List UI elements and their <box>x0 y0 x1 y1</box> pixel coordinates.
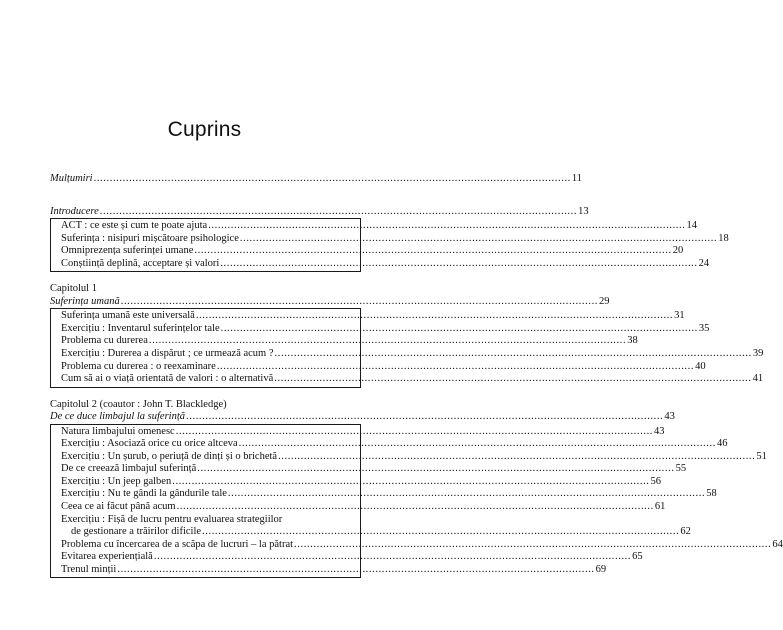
toc-subentry[interactable] <box>51 563 607 577</box>
dot-leader: .................................................................................................................................................... <box>208 220 686 232</box>
toc-subentry-label: Exercițiu : Durerea a dispărut ; ce urmează acum ? <box>61 348 274 360</box>
toc-subentry-label: Exercițiu : Nu te gândi la gândurile tale <box>61 488 227 500</box>
toc-subentry[interactable] <box>51 463 687 476</box>
toc-subentry-label: de gestionare a trăirilor dificile <box>71 526 202 538</box>
toc-subentry-label: Problema cu încercarea de a scăpa de lucruri – la pătrat <box>61 538 294 550</box>
toc-subentry[interactable] <box>51 360 706 374</box>
toc-subentry[interactable] <box>51 348 764 361</box>
toc-subentry[interactable] <box>51 475 662 489</box>
toc-page-number: 65 <box>632 551 643 563</box>
toc-page-number: 31 <box>674 310 685 322</box>
toc-subentry-label: De ce creează limbajul suferință <box>61 463 197 475</box>
toc-page-number: 24 <box>698 257 710 269</box>
dot-leader: .................................................................................................................................................... <box>274 373 752 385</box>
toc-page-number: 58 <box>706 488 717 500</box>
toc-subentry-label: ACT : ce este și cum te poate ajuta <box>61 220 208 232</box>
dot-leader: .................................................................................................................................................... <box>274 348 752 360</box>
dot-leader: .................................................................................................................................................... <box>93 173 571 184</box>
toc-page-number: 43 <box>654 425 665 437</box>
dot-leader: .................................................................................................................................................... <box>148 335 627 347</box>
dot-leader: .................................................................................................................................................... <box>294 538 772 550</box>
toc-page-number: 64 <box>772 538 783 550</box>
toc-subentry[interactable] <box>51 526 691 539</box>
toc-page-number: 20 <box>672 245 684 257</box>
dot-leader: .................................................................................................................................................... <box>238 438 716 450</box>
toc-subentry-label: Problema cu durerea : o reexaminare <box>61 360 216 372</box>
toc-page-number: 41 <box>752 373 764 385</box>
toc-subentry[interactable] <box>51 438 728 451</box>
toc-subentry-label: Exercițiu : Asociază orice cu orice altceva <box>61 438 238 450</box>
dot-leader: .................................................................................................................................................... <box>153 551 632 563</box>
toc-subentry-label: Suferința : nisipuri mișcătoare psihologice <box>61 232 239 244</box>
toc-subentry-label: Omniprezența suferinței umane <box>61 245 194 257</box>
toc-subentry[interactable] <box>51 488 717 501</box>
toc-subentry[interactable] <box>51 425 665 439</box>
toc-subentry[interactable] <box>51 220 697 233</box>
toc-subentry-label: Natura limbajului omenesc <box>61 425 175 437</box>
toc-entry-chapter-1[interactable] <box>50 295 610 309</box>
toc-entry-label: Introducere <box>50 205 99 217</box>
toc-subentry[interactable] <box>51 335 638 348</box>
toc-subentry-label[interactable]: Exercițiu : Fișă de lucru pentru evaluarea strategiilor <box>61 513 283 525</box>
toc-subentry[interactable] <box>51 310 685 323</box>
toc-page-number: 39 <box>752 348 764 360</box>
toc-page-number: 35 <box>698 322 710 334</box>
toc-entry-label: De ce duce limbajul la suferință <box>50 411 186 423</box>
toc-entry-introducere[interactable] <box>50 205 589 219</box>
dot-leader: .................................................................................................................................................... <box>172 475 650 487</box>
toc-page-number: 38 <box>627 335 638 347</box>
dot-leader: .................................................................................................................................................... <box>216 360 695 372</box>
toc-page-number: 55 <box>675 463 687 475</box>
toc-entry-chapter-2[interactable] <box>50 411 675 424</box>
table-of-contents <box>50 173 783 578</box>
dot-leader: .................................................................................................................................................... <box>220 322 698 334</box>
chapter-heading: Capitolul 2 (coautor : John T. Blackledge) <box>50 398 227 410</box>
toc-page-number: 69 <box>595 563 607 575</box>
toc-page-number: 14 <box>686 220 697 232</box>
dot-leader: .................................................................................................................................................... <box>197 463 675 475</box>
toc-page-number: 46 <box>716 438 728 450</box>
dot-leader: .................................................................................................................................................... <box>239 232 718 244</box>
dot-leader: .................................................................................................................................................... <box>227 488 706 500</box>
toc-subentry[interactable] <box>51 373 764 386</box>
toc-section-box <box>50 308 764 387</box>
toc-page-number: 56 <box>650 475 662 487</box>
toc-section-box <box>50 424 783 579</box>
toc-subentry[interactable] <box>51 450 767 464</box>
dot-leader: .................................................................................................................................................... <box>194 245 672 257</box>
toc-subentry-label: Exercițiu : Inventarul suferințelor tale <box>61 322 220 334</box>
toc-subentry[interactable] <box>51 551 643 564</box>
toc-section-box <box>50 218 729 272</box>
toc-subentry-label: Ceea ce ai făcut până acum <box>61 501 176 513</box>
toc-subentry[interactable] <box>51 232 729 246</box>
toc-subentry-label: Evitarea experiențială <box>61 551 153 563</box>
dot-leader: .................................................................................................................................................... <box>99 205 578 217</box>
dot-leader: .................................................................................................................................................... <box>176 501 654 513</box>
chapter-heading: Capitolul 1 <box>50 283 97 295</box>
dot-leader: .................................................................................................................................................... <box>175 425 654 437</box>
toc-subentry-label: Exercițiu : Un jeep galben <box>61 475 172 487</box>
toc-page-number: 43 <box>664 411 675 423</box>
dot-leader: .................................................................................................................................................... <box>202 526 680 538</box>
toc-page-number: 40 <box>695 360 706 372</box>
toc-page-number: 51 <box>756 450 767 462</box>
toc-subentry-label: Cum să ai o viață orientată de valori : o alternativă <box>61 373 274 385</box>
toc-subentry-label: Suferința umană este universală <box>61 310 195 322</box>
dot-leader: .................................................................................................................................................... <box>278 450 756 462</box>
toc-subentry[interactable] <box>51 501 666 514</box>
dot-leader: .................................................................................................................................................... <box>186 411 664 423</box>
page-title: Cuprins <box>167 118 242 141</box>
dot-leader: .................................................................................................................................................... <box>120 295 599 307</box>
toc-subentry-label: Problema cu durerea <box>61 335 148 347</box>
toc-entry-label: Mulțumiri <box>50 173 93 184</box>
toc-subentry-label: Trenul minții <box>61 563 117 575</box>
toc-subentry-label: Conștiință deplină, acceptare și valori <box>61 257 220 269</box>
toc-entry-multumiri[interactable] <box>50 173 583 186</box>
toc-entry-label: Suferința umană <box>50 295 120 307</box>
toc-subentry-label: Exercițiu : Un șurub, o periuță de dinți și o brichetă <box>61 450 278 462</box>
dot-leader: .................................................................................................................................................... <box>195 310 674 322</box>
toc-subentry[interactable] <box>51 245 684 258</box>
dot-leader: .................................................................................................................................................... <box>220 257 698 269</box>
toc-subentry[interactable] <box>51 257 710 271</box>
dot-leader: .................................................................................................................................................... <box>117 563 595 575</box>
toc-page-number: 61 <box>654 501 666 513</box>
toc-page-number: 18 <box>718 232 729 244</box>
toc-page-number: 29 <box>599 295 610 307</box>
toc-page-number: 62 <box>680 526 691 538</box>
toc-subentry[interactable] <box>51 538 783 552</box>
toc-subentry[interactable] <box>51 322 710 336</box>
toc-page-number: 13 <box>578 205 589 217</box>
toc-page-number: 11 <box>571 173 583 184</box>
